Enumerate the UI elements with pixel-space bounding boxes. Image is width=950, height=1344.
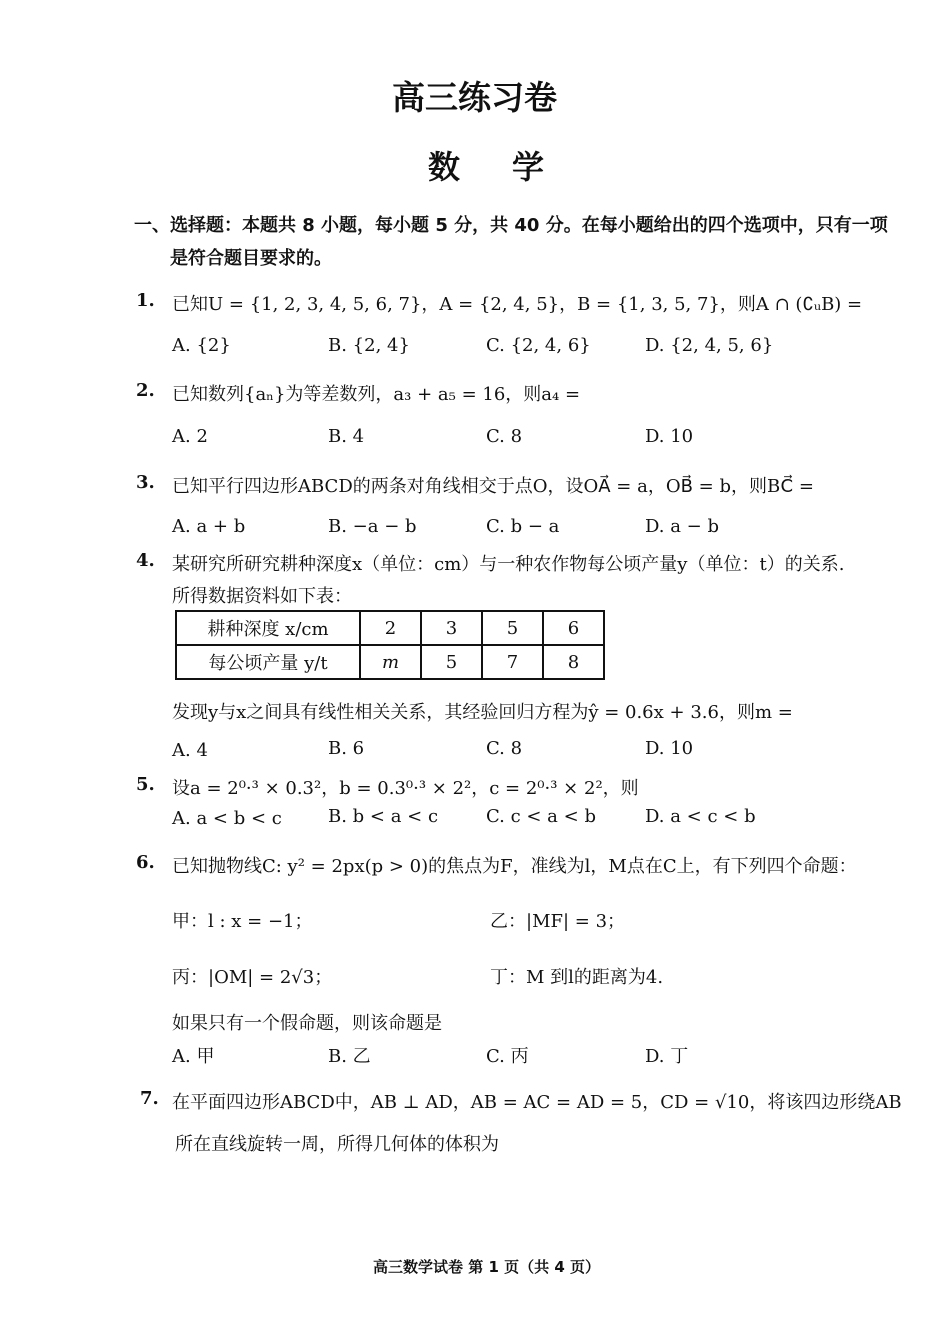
question-6-stem-line2: 如果只有一个假命题，则该命题是 [172, 1013, 442, 1034]
question-6-option-c: C. 丙 [486, 1046, 529, 1067]
question-6-option-b: B. 乙 [328, 1046, 371, 1067]
page-title: 高三练习卷 [392, 78, 557, 117]
question-5-stem: 设a = 2⁰·³ × 0.3²，b = 0.3⁰·³ × 2²，c = 2⁰·³ × 2²，则 [172, 778, 639, 799]
question-7-stem-line2: 所在直线旋转一周，所得几何体的体积为 [175, 1134, 499, 1155]
question-4-number: 4. [136, 550, 155, 571]
question-6-option-a: A. 甲 [172, 1046, 215, 1067]
question-2-option-b: B. 4 [328, 426, 365, 447]
question-5-option-b: B. b < a < c [328, 806, 439, 827]
question-6-option-d: D. 丁 [645, 1046, 689, 1067]
question-5-option-a: A. a < b < c [172, 808, 282, 829]
question-4-option-a: A. 4 [172, 740, 208, 761]
table-row [176, 645, 604, 679]
question-3-option-d: D. a − b [645, 516, 720, 537]
question-1-option-c: C. {2, 4, 6} [486, 335, 591, 356]
question-5-number: 5. [136, 774, 155, 795]
question-4-stem-line2: 所得数据资料如下表： [172, 586, 352, 607]
question-1-stem: 已知U = {1, 2, 3, 4, 5, 6, 7}，A = {2, 4, 5}，B = {1, 3, 5, 7}，则A ∩ (∁ᵤB) = [172, 294, 863, 315]
question-4-option-b: B. 6 [328, 738, 365, 759]
question-3-stem: 已知平行四边形ABCD的两条对角线相交于点O，设OA⃗ = a，OB⃗ = b，则BC⃗ = [172, 476, 814, 497]
question-1-number: 1. [136, 290, 155, 311]
table-cell: 6 [543, 611, 604, 645]
question-2-number: 2. [136, 380, 155, 401]
question-3-option-b: B. −a − b [328, 516, 417, 537]
question-4-option-c: C. 8 [486, 738, 523, 759]
question-4-stem: 某研究所研究耕种深度x（单位：cm）与一种农作物每公顷产量y（单位：t）的关系. [172, 554, 845, 575]
subject-title: 数学 [428, 148, 597, 186]
section-instruction-line1: 一、选择题：本题共 8 小题，每小题 5 分，共 40 分。在每小题给出的四个选项中，只有一项 [134, 215, 888, 236]
question-1-option-a: A. {2} [172, 335, 231, 356]
question-6-proposition-ding: 丁：M 到l的距离为4. [490, 967, 664, 988]
question-3-number: 3. [136, 472, 155, 493]
question-4-data-table [175, 610, 605, 680]
question-6-proposition-yi: 乙：|MF| = 3； [490, 911, 626, 932]
table-row [176, 611, 604, 645]
table-cell: 2 [360, 611, 421, 645]
table-cell: m [360, 645, 421, 679]
question-6-proposition-bing: 丙：|OM| = 2√3； [172, 967, 333, 988]
question-2-option-c: C. 8 [486, 426, 523, 447]
table-cell: 8 [543, 645, 604, 679]
question-3-option-c: C. b − a [486, 516, 560, 537]
table-cell: 每公顷产量 y/t [176, 645, 360, 679]
table-cell: 5 [482, 611, 543, 645]
question-2-option-d: D. 10 [645, 426, 694, 447]
question-7-number: 7. [140, 1088, 159, 1109]
question-6-number: 6. [136, 852, 155, 873]
table-cell: 5 [421, 645, 482, 679]
question-2-stem: 已知数列{aₙ}为等差数列，a₃ + a₅ = 16，则a₄ = [172, 384, 581, 405]
table-cell: 7 [482, 645, 543, 679]
question-4-option-d: D. 10 [645, 738, 694, 759]
page-footer: 高三数学试卷 第 1 页（共 4 页） [373, 1258, 600, 1276]
question-2-option-a: A. 2 [172, 426, 208, 447]
question-7-stem: 在平面四边形ABCD中，AB ⊥ AD，AB = AC = AD = 5，CD = √10，将该四边形绕AB [172, 1092, 902, 1113]
question-1-option-b: B. {2, 4} [328, 335, 410, 356]
question-3-option-a: A. a + b [172, 516, 246, 537]
table-cell: 3 [421, 611, 482, 645]
question-5-option-c: C. c < a < b [486, 806, 596, 827]
question-1-option-d: D. {2, 4, 5, 6} [645, 335, 774, 356]
question-5-option-d: D. a < c < b [645, 806, 756, 827]
table-cell: 耕种深度 x/cm [176, 611, 360, 645]
question-6-stem: 已知抛物线C: y² = 2px(p > 0)的焦点为F，准线为l，M点在C上，有下列四个命题： [172, 856, 857, 877]
question-4-stem-line3: 发现y与x之间具有线性相关关系，其经验回归方程为ŷ = 0.6x + 3.6，则m = [172, 702, 793, 723]
question-6-proposition-jia: 甲：l : x = −1； [172, 911, 313, 932]
section-instruction-line2: 是符合题目要求的。 [170, 248, 332, 269]
